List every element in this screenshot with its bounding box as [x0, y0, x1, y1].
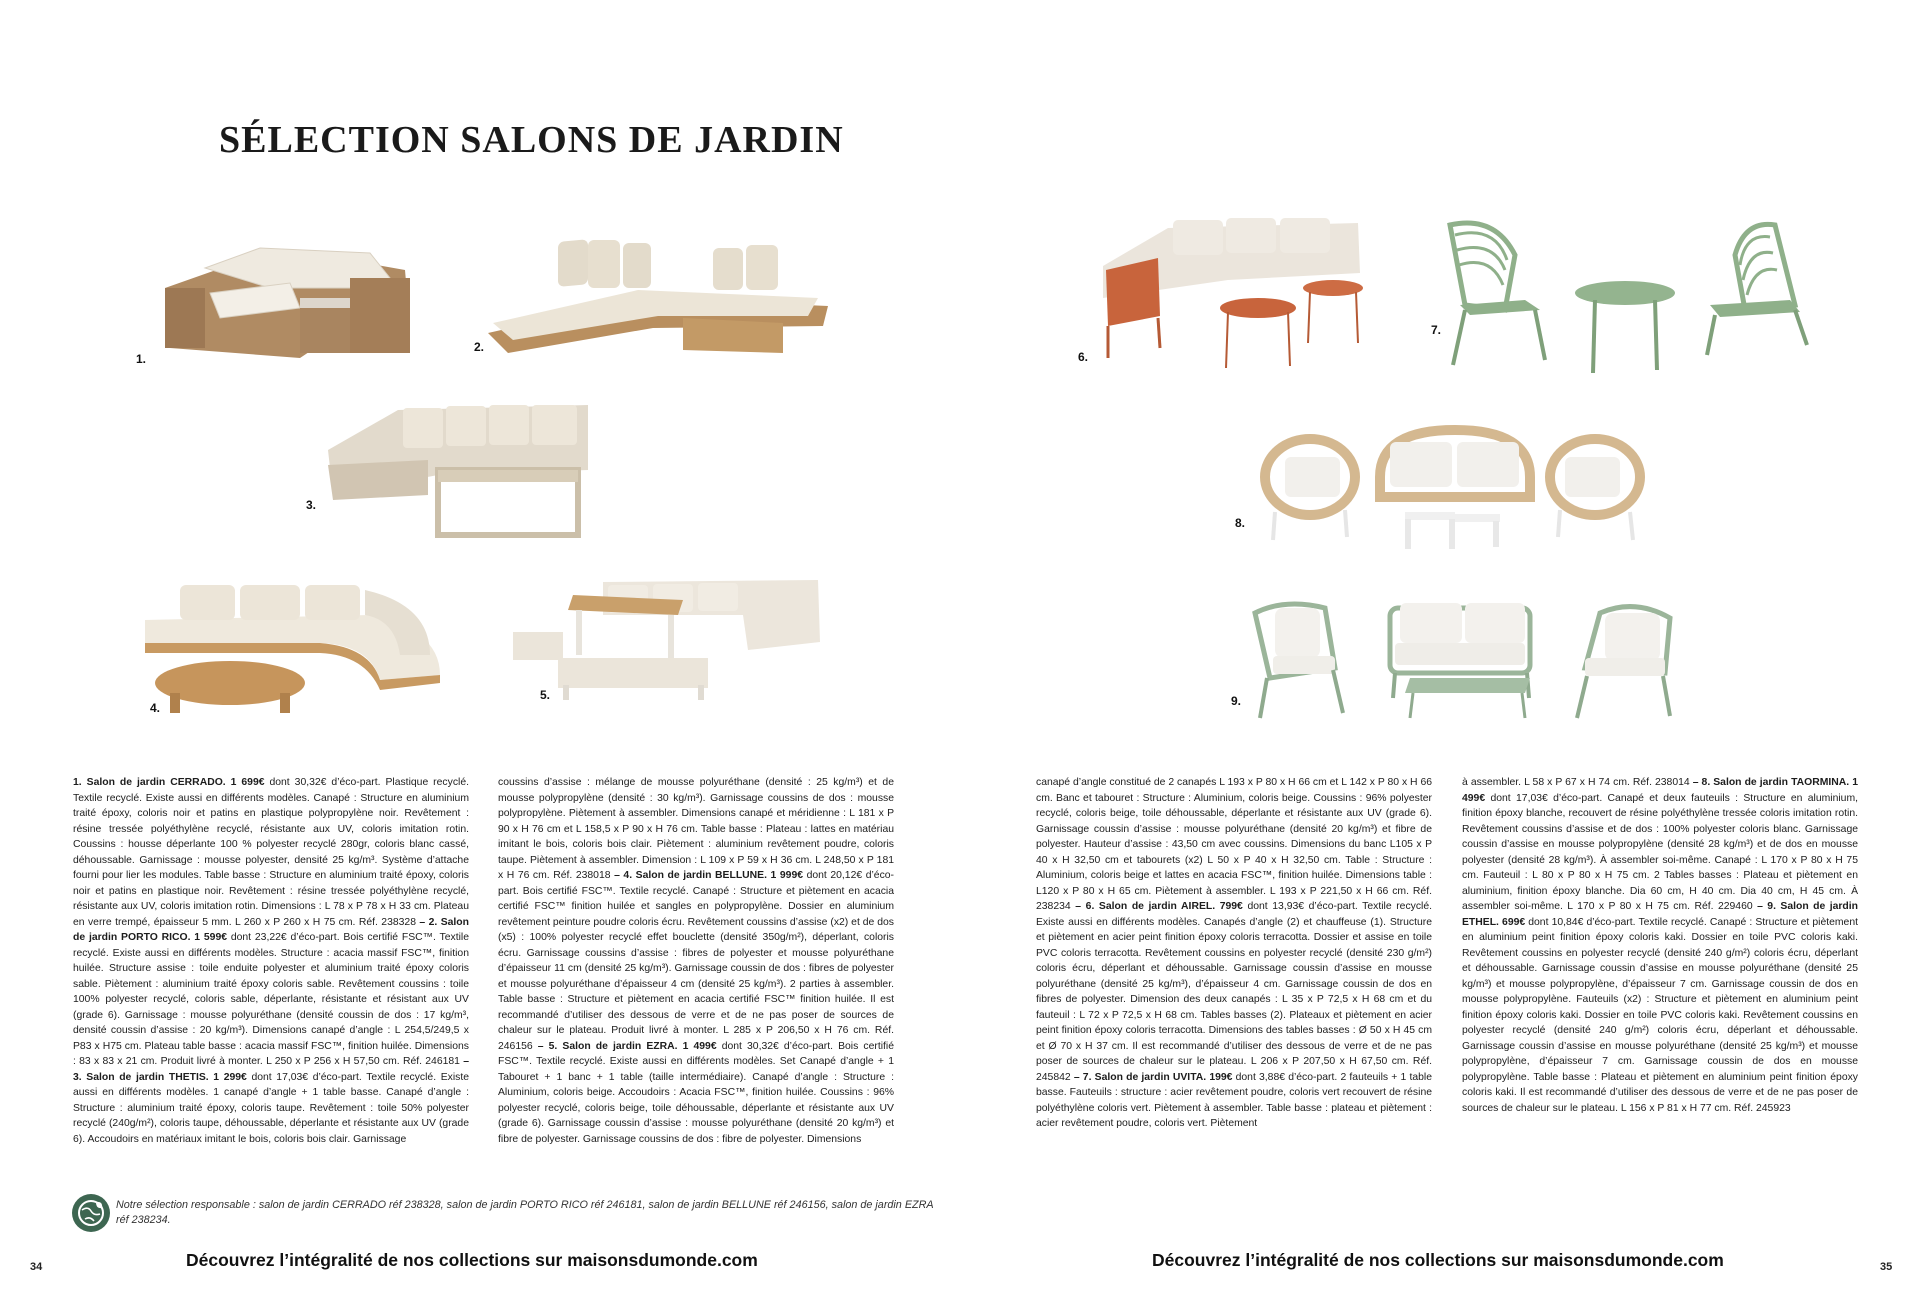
- responsible-selection-text: Notre sélection responsable : salon de jardin CERRADO réf 238328, salon de jardin PORTO RICO réf 246181, salon de jardin BELLUNE réf 246156, salon de jardin EZRA réf 238234.: [116, 1199, 934, 1226]
- product-description: dont 13,93€ d’éco-part. Textile recyclé. Existe aussi en différents modèles. Canapés d’angle (2) et chauffeuse (1). Structure et piètement en acier peint finition époxy coloris terracotta. Dossier et assise en toile PVC coloris terracotta. Revêtement coussins en polyester recyclé (densité 230 g/m²) coloris écru, déperlant et déhoussable. Garnissage coussin d’assise en mousse polyuréthane (densité 25 kg/m³), d’épaisseur 4 cm. Garnissage coussin de dos en fibres de polyester. Dimension des deux canapés : L 35 x P 72,5 x H 68 cm et du fauteuil : L 72 x P 72,5 x H 68 cm. Tables basses (2). Plateaux et piètement en acier peint finition époxy coloris terracotta. Dimensions des tables basses : Ø 50 x H 45 cm et Ø 70 x H 37 cm. Il est recommandé d’utiliser des dessous de verre et de ne pas poser de sources de chaleur sur le plateau. L 206 x P 207,50 x H 67,50 cm. Réf. 245842: [1036, 901, 1433, 1083]
- page-title: SÉLECTION SALONS DE JARDIN: [219, 119, 844, 161]
- item-number: 8.: [1235, 516, 1246, 530]
- product-description: dont 17,03€ d’éco-part. Textile recyclé. Existe aussi en différents modèles. 1 canapé d’angle + 1 table basse. Canapé d’angle : Structure : aluminium traité époxy, coloris taupe. Revêtement : toile 50% polyester recyclé (240g/m²), coloris taupe, déhoussable, déperlante et résistante aux UV (grade 6). Accoudoirs en matériaux imitant le bois, coloris bois clair. Garnissage: [73, 1071, 470, 1145]
- item-number: 7.: [1431, 323, 1442, 337]
- product-description: dont 17,03€ d’éco-part. Canapé et deux fauteuils : Structure en aluminium, finition époxy blanche, recouvert de résine polyéthylène tressée coloris imitation rotin. Revêtement coussins d’assise et de dos : 100% polyester coloris blanc. Garnissage coussin d’assise en mousse polypropylène (densité 28 kg/m³) et de dos en mousse polyester (densité 28 kg/m³). À assembler soi-même. Canapé : L 170 x P 80 x H 75 cm. Fauteuil : L 80 x P 80 x H 75 cm. 2 Tables basses : Plateau et piètement en aluminium, finition époxy blanche. Dia 60 cm, H 40 cm. Dia 40 cm, H 45 cm. À assembler soi-même. L 170 x P 80 x H 75 cm. Réf. 229460: [1462, 792, 1858, 912]
- product-image-uvita: [1431, 215, 1815, 380]
- product-heading: – 5. Salon de jardin EZRA. 1 499€: [537, 1040, 717, 1052]
- product-heading: – 8. Salon de jardin TAORMINA. 1 499€: [1462, 777, 1858, 804]
- product-image-porto-rico: [474, 228, 838, 368]
- globe-leaf-icon: [72, 1194, 110, 1232]
- item-number: 9.: [1231, 694, 1242, 708]
- product-heading: – 3. Salon de jardin THETIS. 1 299€: [73, 1056, 469, 1083]
- product-heading: – 2. Salon de jardin PORTO RICO. 1 599€: [73, 916, 469, 943]
- page-number-right: 35: [1880, 1261, 1893, 1273]
- product-image-bellune: [140, 575, 445, 720]
- product-image-ezra: [508, 570, 828, 705]
- product-image-taormina: [1235, 422, 1655, 552]
- item-number: 5.: [540, 688, 551, 702]
- product-description: à assembler. L 58 x P 67 x H 74 cm. Réf. 238014: [1462, 777, 1693, 788]
- item-number: 4.: [150, 701, 161, 715]
- product-image-airel: [1078, 208, 1398, 378]
- item-number: 3.: [306, 498, 317, 512]
- product-image-ethel: [1231, 598, 1685, 728]
- description-column-2: [498, 775, 894, 1147]
- footer-link-left[interactable]: Découvrez l’intégralité de nos collections sur maisonsdumonde.com: [186, 1250, 758, 1270]
- product-heading: – 9. Salon de jardin ETHEL. 699€: [1462, 901, 1859, 928]
- page-number-left: 34: [30, 1261, 43, 1273]
- product-heading: 1. Salon de jardin CERRADO. 1 699€: [73, 777, 265, 788]
- product-description: dont 3,88€ d’éco-part. 2 fauteuils + 1 table basse. Fauteuils : structure : acier revêtement poudre, coloris vert recouvert de résine polyéthylène coloris vert. Piètement à assembler. Table basse : plateau et piètement : acier revêtement poudre, coloris vert. Piètement: [1036, 1071, 1433, 1129]
- product-description: dont 30,32€ d’éco-part. Plastique recyclé. Textile recyclé. Existe aussi en différents modèles. Canapé : Structure en aluminium traité époxy, coloris noir et patins en plastique polypropylène noir. Revêtement : résine tressée polyéthylène recyclé, résistante aux UV, coloris imitation rotin. Coussins : housse déperlante 100 % polyester recyclé 280gr, coloris blanc cassé, déhoussable. Garnissage : mousse polyester, densité 25 kg/m³. Système d’attache fourni pour lier les modules. Table basse : Structure en aluminium traité époxy, coloris noir et patins en plastique noir. Revêtement : résine tressée polyéthylène recyclé, résistante aux UV, coloris imitation rotin. Dimensions : L 78 x P 78 x H 33 cm. Plateau en verre trempé, épaisseur 5 mm. L 260 x P 260 x H 75 cm. Réf. 238328: [73, 777, 469, 928]
- footer-link-right[interactable]: Découvrez l’intégralité de nos collections sur maisonsdumonde.com: [1152, 1250, 1724, 1270]
- product-image-thetis: [306, 400, 618, 540]
- responsible-selection-note: [72, 1192, 932, 1238]
- description-column-3: [1036, 775, 1432, 1132]
- product-heading: – 4. Salon de jardin BELLUNE. 1 999€: [614, 870, 804, 881]
- product-description: dont 23,22€ d’éco-part. Bois certifié FSC™. Textile recyclé. Existe aussi en différents modèles. Structure : acacia massif FSC™, finition huilée. Structure assise : toile enduite polyester et aluminium traité époxy coloris sable. Piètement : aluminium traité époxy coloris sable. Revêtement coussins : toile 100% polyester recyclé, coloris sable, déperlante, résistante et résistant aux UV (grade 6). Garnissage : mousse polyuréthane (densité coussin de dos : 17 kg/m³, densité coussin d’assise : 20 kg/m³). Dimensions canapé d’angle : L 254,5/249,5 x P83 x H75 cm. Plateau table basse : acacia massif FSC™, finition huilée. Dimensions : 83 x 83 x 21 cm. Produit livré à monter. L 250 x P 256 x H 57,50 cm. Réf. 246181: [73, 932, 469, 1067]
- item-number: 2.: [474, 340, 485, 354]
- product-description: canapé d’angle constitué de 2 canapés L 193 x P 80 x H 66 cm et L 142 x P 80 x H 66 cm. Banc et tabouret : Structure : Aluminium, coloris beige. Coussins : 96% polyester recyclé, coloris beige, toile déhoussable, déperlante et résistante aux UV (grade 6). Garnissage coussin d’assise : mousse polyuréthane (densité 20 kg/m³) et fibre de polyester. Hauteur d’assise : 43,50 cm avec coussins. Dimensions du banc L105 x P 40 x H 32,50 cm et tabourets (x2) L 50 x P 40 x H 32,50 cm. Table : Structure : Aluminium, coloris beige et lattes en acacia FSC™, finition huilée. Dimensions table : L120 x P 80 x H 65 cm. Piètement à assembler. L 193 x P 221,50 x H 66 cm. Réf. 238234: [1036, 777, 1432, 912]
- product-description: coussins d’assise : mélange de mousse polyuréthane (densité : 25 kg/m³) et de mousse polypropylène (densité : 30 kg/m³). Garnissage coussins de dos : mousse polypropylène. Piètement à assembler. Dimensions canapé et méridienne : L 181 x P 90 x H 76 cm et L 158,5 x P 90 x H 76 cm. Table basse : Plateau : lattes en matériau imitant le bois, coloris bois clair. Piètement : aluminium revêtement poudre, coloris taupe. Piètement à assembler. Dimension : L 109 x P 59 x H 36 cm. L 248,50 x P 181 x H 76 cm. Réf. 238018: [498, 777, 894, 881]
- item-number: 6.: [1078, 350, 1089, 364]
- product-description: dont 20,12€ d’éco-part. Bois certifié FSC™. Textile recyclé. Canapé : Structure et piètement en acacia certifié FSC™ finition huilée et sangles en polypropylène. Dossier en aluminium revêtement peinture poudre coloris écru. Revêtement coussins d’assise (x2) et de dos (x5) : 100% polyester recyclé effet bouclette (densité 350g/m²), déperlant, coloris écru. Garnissage coussins d’assise : fibres de polyester et mousse polyuréthane d’épaisseur 11 cm (densité 25 kg/m³). Garnissage coussin de dos : fibres de polyester et mousse polyuréthane d’épaisseur 4 cm (densité 25 kg/m³). 2 parties à assembler. Table basse : Structure et piètement en acacia certifié FSC™ finition huilée. Il est recommandé d’utiliser des dessous de verre et de ne pas poser de sources de chaleur sur le plateau. Produit livré à monter. L 285 x P 206,50 x H 76 cm. Réf. 246156: [498, 870, 894, 1052]
- product-heading: – 6. Salon de jardin AIREL. 799€: [1075, 901, 1243, 912]
- description-column-4: [1462, 775, 1858, 1116]
- product-description: dont 30,32€ d’éco-part. Bois certifié FSC™. Textile recyclé. Existe aussi en différents modèles. Set Canapé d’angle + 1 Tabouret + 1 banc + 1 table (taille intermédiaire). Canapé d’angle : Structure : Aluminium, coloris beige. Accoudoirs : Acacia FSC™, finition huilée. Coussins : 96% polyester recyclé, coloris beige, toile déhoussable, déperlante et résistante aux UV (grade 6). Garnissage coussin d’assise : mousse polyuréthane (densité 20 kg/m³) et fibre de polyester. Garnissage coussins de dos : fibre de polyester. Dimensions: [498, 1040, 894, 1145]
- description-column-1: [73, 775, 469, 1147]
- product-image-cerrado: [136, 228, 420, 378]
- product-heading: – 7. Salon de jardin UVITA. 199€: [1073, 1071, 1233, 1083]
- product-description: dont 10,84€ d’éco-part. Textile recyclé. Canapé : Structure et piètement en aluminium peint finition époxy coloris kaki. Dossier en toile PVC coloris kaki. Revêtement coussins en polyester recyclé (densité 240 g/m²) coloris écru, déperlant et déhoussable. Garnissage coussin d’assise en mousse polyuréthane (densité 25 kg/m³) et mousse polypropylène, d’épaisseur 7 cm. Garnissage coussin de dos en mousse polypropylène. Fauteuils (x2) : Structure et piètement en aluminium peint finition époxy coloris kaki. Dossier en toile PVC coloris kaki. Revêtement coussins en polyester recyclé (densité 240 g/m²) coloris écru, déperlant et déhoussable. Garnissage coussin d’assise en mousse polyuréthane (densité 25 kg/m³) et mousse polypropylène, d’épaisseur 7 cm. Garnissage coussin de dos en mousse polypropylène. Table basse : Plateau et piètement en aluminium peint finition époxy coloris kaki. Il est recommandé d’utiliser des dessous de verre et de ne pas poser de sources de chaleur sur le plateau. L 156 x P 81 x H 77 cm. Réf. 245923: [1462, 916, 1858, 1114]
- item-number: 1.: [136, 352, 147, 366]
